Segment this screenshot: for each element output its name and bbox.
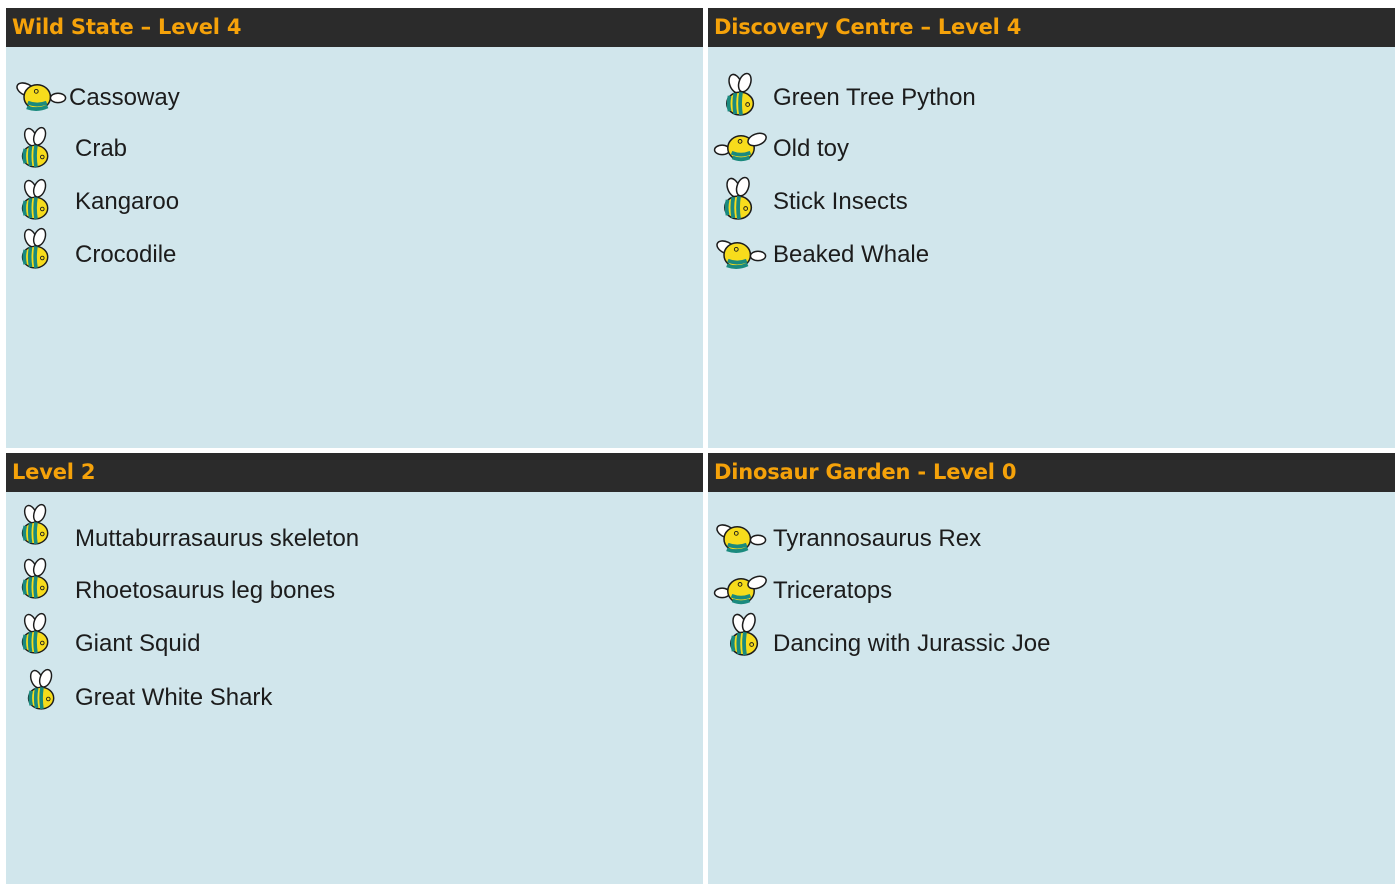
- panel-title: Level 2: [6, 453, 703, 492]
- bee-icon: [726, 612, 764, 658]
- panel-wild-state: [6, 8, 703, 448]
- item-label: Stick Insects: [773, 188, 908, 215]
- item-label: Cassoway: [69, 84, 180, 111]
- list-item: [6, 571, 335, 611]
- item-label: Green Tree Python: [773, 84, 976, 111]
- bee-icon: [18, 557, 54, 601]
- list-item: [708, 519, 981, 559]
- item-label: Muttaburrasaurus skeleton: [75, 525, 360, 552]
- list-item: [708, 235, 929, 275]
- item-label: Beaked Whale: [773, 241, 930, 268]
- panel-level-2: [6, 453, 703, 884]
- bee-icon: [712, 238, 770, 272]
- bee-icon: [722, 72, 760, 118]
- bee-icon: [720, 176, 758, 222]
- item-label: Tyrannosaurus Rex: [773, 525, 982, 552]
- bee-icon: [18, 227, 54, 271]
- bee-icon: [712, 574, 770, 608]
- panel-title: Discovery Centre – Level 4: [708, 8, 1395, 47]
- item-label: Rhoetosaurus leg bones: [75, 577, 336, 604]
- bee-icon: [712, 131, 770, 165]
- panel-dinosaur-garden: [708, 453, 1395, 884]
- list-item: [6, 235, 176, 275]
- item-label: Triceratops: [773, 577, 893, 604]
- list-item: [708, 182, 908, 222]
- list-item: [6, 129, 127, 169]
- item-label: Old toy: [773, 135, 850, 162]
- item-label: Crocodile: [75, 241, 177, 268]
- list-item: [6, 519, 359, 559]
- bee-icon: [18, 503, 54, 547]
- item-label: Great White Shark: [75, 684, 273, 711]
- bee-icon: [712, 522, 770, 556]
- list-item: [708, 624, 1050, 664]
- list-item: [708, 129, 849, 169]
- panel-discovery-centre: [708, 8, 1395, 448]
- panel-title: Wild State – Level 4: [6, 8, 703, 47]
- bee-icon: [18, 126, 54, 170]
- item-label: Dancing with Jurassic Joe: [773, 630, 1051, 657]
- item-label: Crab: [75, 135, 128, 162]
- panel-title: Dinosaur Garden - Level 0: [708, 453, 1395, 492]
- list-item: [6, 78, 180, 118]
- bee-icon: [24, 668, 60, 712]
- list-item: [6, 624, 200, 664]
- bee-icon: [18, 612, 54, 656]
- item-label: Giant Squid: [75, 630, 201, 657]
- item-label: Kangaroo: [75, 188, 180, 215]
- list-item: [708, 78, 976, 118]
- bee-icon: [12, 80, 70, 114]
- list-item: [6, 182, 179, 222]
- bee-icon: [18, 178, 54, 222]
- list-item: [6, 678, 272, 718]
- list-item: [708, 571, 892, 611]
